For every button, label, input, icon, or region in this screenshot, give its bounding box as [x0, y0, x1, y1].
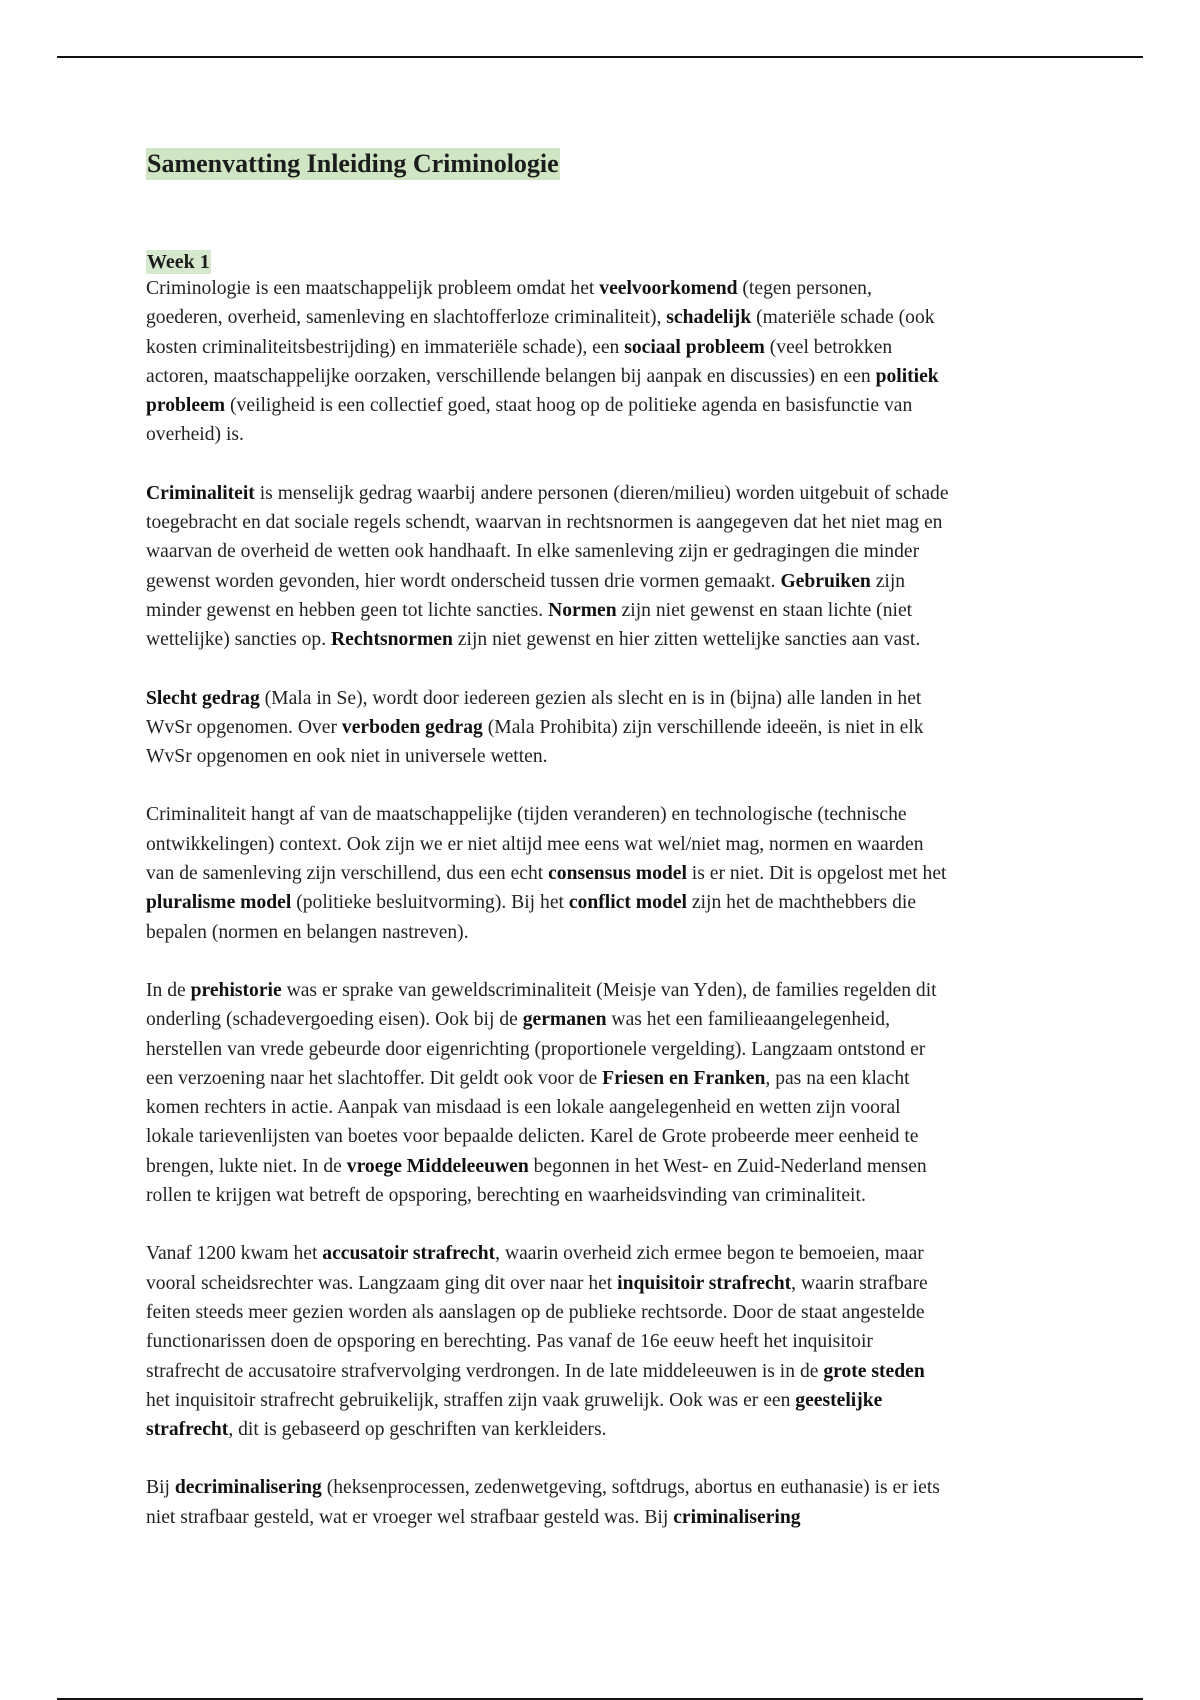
text-run: is menselijk gedrag waarbij andere personen (dieren/milieu) worden uitgebuit of schade [254, 482, 949, 504]
text-line [146, 742, 1066, 771]
text-run: , dit is gebaseerd op geschriften van kerkleiders. [228, 1419, 607, 1441]
text-line [146, 918, 1066, 947]
bold-term: prehistorie [190, 979, 282, 1001]
text-run: waarvan de overheid de wetten ook handhaaft. In elke samenleving zijn er gedragingen die minder [146, 541, 920, 563]
text-line [146, 1473, 1066, 1502]
document-body [146, 148, 1066, 1561]
text-line [146, 1239, 1066, 1268]
text-run: , waarin overheid zich ermee begon te bemoeien, maar [495, 1243, 924, 1265]
text-line [146, 567, 1066, 596]
text-run: niet strafbaar gesteld, wat er vroeger wel strafbaar gesteld was. Bij [146, 1506, 674, 1528]
text-run: zijn niet gewenst en hier zitten wettelijke sancties aan vast. [452, 629, 921, 651]
bold-term: decriminalisering [174, 1477, 322, 1499]
text-run: ontwikkelingen) context. Ook zijn we er niet altijd mee eens wat wel/niet mag, normen en waarden [146, 833, 924, 855]
document-title: Samenvatting Inleiding Criminologie [147, 149, 559, 178]
text-line [146, 1152, 1066, 1181]
paragraph [146, 976, 1066, 1210]
bold-term: pluralisme model [146, 892, 292, 914]
text-run: het inquisitoir strafrecht gebruikelijk, straffen zijn vaak gruwelijk. Ook was er een [146, 1389, 796, 1411]
text-run: functionarissen doen de opsporing en berechting. Pas vanaf de 16e eeuw heeft het inquisitoir [146, 1331, 873, 1353]
text-run: bepalen (normen en belangen nastreven). [146, 921, 469, 943]
text-run: (materiële schade (ook [751, 307, 935, 329]
text-line [146, 1064, 1066, 1093]
text-line [146, 596, 1066, 625]
text-run: begonnen in het West- en Zuid-Nederland mensen [528, 1155, 927, 1177]
bold-term: Criminaliteit [146, 482, 255, 504]
text-run: was het een familieaangelegenheid, [606, 1009, 890, 1031]
bold-term: sociaal probleem [624, 336, 765, 358]
text-line [146, 479, 1066, 508]
paragraph [146, 1239, 1066, 1444]
bold-term: conflict model [568, 892, 687, 914]
bold-term: consensus model [548, 863, 687, 885]
paragraph [146, 1473, 1066, 1532]
text-run: zijn [870, 570, 906, 592]
text-line [146, 830, 1066, 859]
text-run: gewenst worden gevonden, hier wordt onderscheid tussen drie vormen gemaakt. [146, 570, 781, 592]
bold-term: criminalisering [673, 1506, 801, 1528]
bold-term: veelvoorkomend [599, 278, 738, 299]
text-line [146, 333, 1066, 362]
text-run: zijn niet gewenst en staan lichte (niet [616, 599, 913, 621]
text-run: komen rechters in actie. Aanpak van misdaad is een lokale aangelegenheid en wetten zijn vooral [146, 1097, 901, 1119]
text-run: (Mala in Se), wordt door iedereen gezien als slecht en is in (bijna) alle landen in het [259, 687, 922, 709]
paragraph [146, 274, 1066, 450]
text-run: een verzoening naar het slachtoffer. Dit geldt ook voor de [146, 1067, 603, 1089]
text-run: Criminologie is een maatschappelijk probleem omdat het [146, 278, 600, 299]
text-run: (heksenprocessen, zedenwetgeving, softdrugs, abortus en euthanasie) is er iets [321, 1477, 940, 1499]
paragraph-list [146, 274, 1066, 1532]
text-line [146, 537, 1066, 566]
text-run: WvSr opgenomen en ook niet in universele wetten. [146, 746, 548, 768]
bold-term: geestelijke [795, 1389, 883, 1411]
text-line [146, 1122, 1066, 1151]
text-line [146, 362, 1066, 391]
text-line [146, 274, 1066, 303]
text-line [146, 1298, 1066, 1327]
text-run: wettelijke) sancties op. [146, 629, 331, 651]
bold-term: probleem [146, 395, 226, 417]
text-run: actoren, maatschappelijke oorzaken, verschillende belangen bij aanpak en discussies) en een [146, 365, 876, 387]
text-run: overheid) is. [146, 424, 244, 446]
text-run: brengen, lukte niet. In de [146, 1155, 347, 1177]
text-run: (veiligheid is een collectief goed, staat hoog op de politieke agenda en basisfunctie van [225, 395, 913, 417]
text-line [146, 1357, 1066, 1386]
bold-term: Friesen en Franken [602, 1067, 766, 1089]
bold-term: verboden gedrag [341, 716, 483, 738]
bold-term: Gebruiken [780, 570, 871, 592]
top-rule [57, 56, 1143, 58]
text-line [146, 1503, 1066, 1532]
text-run: , waarin strafbare [791, 1272, 928, 1294]
text-line [146, 1093, 1066, 1122]
text-line [146, 420, 1066, 449]
text-run: feiten steeds meer gezien worden als aanslagen op de publieke rechtsorde. Door de staat angestelde [146, 1301, 925, 1323]
bold-term: Normen [548, 599, 617, 621]
bold-term: strafrecht [146, 1419, 229, 1441]
text-run: herstellen van vrede gebeurde door eigenrichting (proportionele vergelding). Langzaam ontstond er [146, 1038, 926, 1060]
paragraph [146, 800, 1066, 946]
text-run: kosten criminaliteitsbestrijding) en immateriële schade), een [146, 336, 625, 358]
text-run: (veel betrokken [764, 336, 893, 358]
text-run: Bij [146, 1477, 175, 1499]
text-line [146, 391, 1066, 420]
bold-term: accusatoir strafrecht [322, 1243, 496, 1265]
text-run: vooral scheidsrechter was. Langzaam ging dit over naar het [146, 1272, 618, 1294]
text-line [146, 1386, 1066, 1415]
week-heading: Week 1 [147, 251, 210, 273]
text-line [146, 713, 1066, 742]
text-line [146, 1269, 1066, 1298]
text-run: is er niet. Dit is opgelost met het [686, 863, 947, 885]
paragraph [146, 684, 1066, 772]
bold-term: politiek [875, 365, 939, 387]
text-run: minder gewenst en hebben geen tot lichte sancties. [146, 599, 549, 621]
text-line [146, 976, 1066, 1005]
bold-term: schadelijk [666, 307, 752, 329]
text-run: toegebracht en dat sociale regels schendt, waarvan in rechtsnormen is aangegeven dat het niet mag en [146, 512, 943, 534]
paragraph [146, 479, 1066, 655]
text-run: (Mala Prohibita) zijn verschillende ideeën, is niet in elk [482, 716, 924, 738]
text-line [146, 1181, 1066, 1210]
text-run: goederen, overheid, samenleving en slachtofferloze criminaliteit), [146, 307, 667, 329]
bold-term: germanen [522, 1009, 607, 1031]
text-run: rollen te krijgen wat betreft de opsporing, berechting en waarheidsvinding van criminaliteit. [146, 1185, 866, 1207]
text-run: strafrecht de accusatoire strafvervolging verdrongen. In de late middeleeuwen is in de [146, 1360, 824, 1382]
text-run: Criminaliteit hangt af van de maatschappelijke (tijden veranderen) en technologische (technische [146, 804, 907, 826]
text-run: (politieke besluitvorming). Bij het [291, 892, 569, 914]
text-line [146, 1005, 1066, 1034]
bold-term: vroege Middeleeuwen [346, 1155, 529, 1177]
text-line [146, 1327, 1066, 1356]
text-run: In de [146, 979, 191, 1001]
text-line [146, 684, 1066, 713]
bold-term: inquisitoir strafrecht [617, 1272, 792, 1294]
text-line [146, 1035, 1066, 1064]
text-line [146, 1415, 1066, 1444]
text-line [146, 800, 1066, 829]
text-run: lokale tarievenlijsten van boetes voor bepaalde delicten. Karel de Grote probeerde meer eenheid te [146, 1126, 919, 1148]
text-run: (tegen personen, [737, 278, 872, 299]
bold-term: Rechtsnormen [331, 629, 453, 651]
text-line [146, 303, 1066, 332]
text-run: , pas na een klacht [765, 1067, 910, 1089]
text-line [146, 625, 1066, 654]
text-line [146, 859, 1066, 888]
text-run: was er sprake van geweldscriminaliteit (Meisje van Yden), de families regelden dit [281, 979, 937, 1001]
text-run: Vanaf 1200 kwam het [146, 1243, 323, 1265]
text-run: zijn het de machthebbers die [686, 892, 917, 914]
bold-term: grote steden [823, 1360, 925, 1382]
text-run: van de samenleving zijn verschillend, dus een echt [146, 863, 549, 885]
bold-term: Slecht gedrag [146, 687, 260, 709]
text-line [146, 508, 1066, 537]
text-run: onderling (schadevergoeding eisen). Ook bij de [146, 1009, 523, 1031]
text-run: WvSr opgenomen. Over [146, 716, 342, 738]
text-line [146, 888, 1066, 917]
